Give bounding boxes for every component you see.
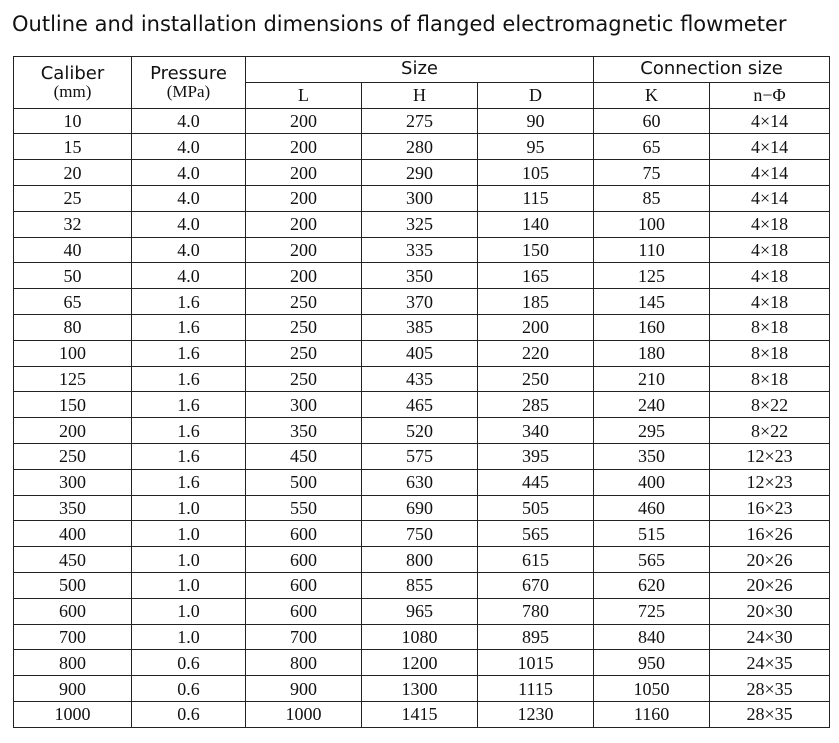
- cell-n-phi: 4×14: [710, 134, 830, 160]
- cell-L: 600: [246, 521, 362, 547]
- cell-pressure: 1.0: [132, 624, 246, 650]
- table-row: [14, 598, 830, 624]
- cell-H: 1415: [362, 701, 478, 727]
- table-row: [14, 237, 830, 263]
- header-pressure-label: Pressure: [150, 63, 227, 85]
- cell-H: 370: [362, 289, 478, 315]
- page-title: Outline and installation dimensions of flanged electromagnetic flowmeter: [12, 12, 787, 36]
- cell-caliber: 400: [14, 521, 132, 547]
- header-L: L: [246, 82, 362, 108]
- cell-caliber: 1000: [14, 701, 132, 727]
- cell-D: 395: [478, 443, 594, 469]
- cell-n-phi: 24×30: [710, 624, 830, 650]
- cell-L: 800: [246, 650, 362, 676]
- cell-D: 95: [478, 134, 594, 160]
- cell-caliber: 900: [14, 676, 132, 702]
- cell-D: 185: [478, 289, 594, 315]
- table-row: [14, 314, 830, 340]
- cell-D: 340: [478, 418, 594, 444]
- cell-K: 725: [594, 598, 710, 624]
- cell-caliber: 150: [14, 392, 132, 418]
- cell-H: 800: [362, 547, 478, 573]
- cell-H: 520: [362, 418, 478, 444]
- table-row: [14, 160, 830, 186]
- cell-caliber: 700: [14, 624, 132, 650]
- cell-H: 335: [362, 237, 478, 263]
- cell-D: 670: [478, 572, 594, 598]
- header-size: Size: [246, 57, 594, 83]
- cell-n-phi: 8×22: [710, 392, 830, 418]
- table-row: [14, 650, 830, 676]
- cell-caliber: 80: [14, 314, 132, 340]
- cell-caliber: 350: [14, 495, 132, 521]
- cell-L: 250: [246, 289, 362, 315]
- table-row: [14, 366, 830, 392]
- cell-caliber: 40: [14, 237, 132, 263]
- cell-pressure: 1.6: [132, 392, 246, 418]
- cell-D: 615: [478, 547, 594, 573]
- cell-L: 700: [246, 624, 362, 650]
- cell-K: 840: [594, 624, 710, 650]
- cell-D: 285: [478, 392, 594, 418]
- cell-n-phi: 28×35: [710, 676, 830, 702]
- table-body: [14, 108, 830, 727]
- cell-caliber: 50: [14, 263, 132, 289]
- table-row: [14, 211, 830, 237]
- cell-K: 460: [594, 495, 710, 521]
- cell-L: 600: [246, 547, 362, 573]
- cell-caliber: 450: [14, 547, 132, 573]
- cell-H: 630: [362, 469, 478, 495]
- cell-K: 145: [594, 289, 710, 315]
- cell-n-phi: 12×23: [710, 469, 830, 495]
- cell-n-phi: 4×18: [710, 211, 830, 237]
- cell-n-phi: 20×26: [710, 547, 830, 573]
- cell-L: 200: [246, 134, 362, 160]
- cell-caliber: 32: [14, 211, 132, 237]
- cell-H: 325: [362, 211, 478, 237]
- table-row: [14, 676, 830, 702]
- cell-n-phi: 4×14: [710, 185, 830, 211]
- cell-K: 950: [594, 650, 710, 676]
- cell-D: 200: [478, 314, 594, 340]
- cell-K: 350: [594, 443, 710, 469]
- cell-pressure: 4.0: [132, 185, 246, 211]
- cell-H: 1200: [362, 650, 478, 676]
- cell-pressure: 1.0: [132, 521, 246, 547]
- cell-L: 500: [246, 469, 362, 495]
- cell-L: 250: [246, 340, 362, 366]
- cell-D: 445: [478, 469, 594, 495]
- cell-pressure: 1.6: [132, 289, 246, 315]
- cell-caliber: 125: [14, 366, 132, 392]
- cell-K: 60: [594, 108, 710, 134]
- cell-H: 855: [362, 572, 478, 598]
- header-caliber: [14, 57, 132, 109]
- cell-caliber: 500: [14, 572, 132, 598]
- cell-L: 200: [246, 108, 362, 134]
- cell-pressure: 4.0: [132, 108, 246, 134]
- cell-pressure: 1.6: [132, 340, 246, 366]
- cell-L: 1000: [246, 701, 362, 727]
- cell-K: 210: [594, 366, 710, 392]
- table-row: [14, 443, 830, 469]
- table-row: [14, 108, 830, 134]
- cell-n-phi: 4×14: [710, 160, 830, 186]
- cell-n-phi: 28×35: [710, 701, 830, 727]
- cell-caliber: 100: [14, 340, 132, 366]
- cell-H: 290: [362, 160, 478, 186]
- cell-pressure: 1.6: [132, 443, 246, 469]
- cell-caliber: 600: [14, 598, 132, 624]
- cell-D: 115: [478, 185, 594, 211]
- cell-L: 550: [246, 495, 362, 521]
- cell-pressure: 0.6: [132, 650, 246, 676]
- cell-D: 565: [478, 521, 594, 547]
- cell-D: 895: [478, 624, 594, 650]
- cell-H: 435: [362, 366, 478, 392]
- cell-K: 565: [594, 547, 710, 573]
- table-row: [14, 521, 830, 547]
- cell-D: 165: [478, 263, 594, 289]
- cell-pressure: 1.6: [132, 418, 246, 444]
- header-pressure-unit: (MPa): [166, 82, 211, 102]
- cell-K: 620: [594, 572, 710, 598]
- cell-D: 505: [478, 495, 594, 521]
- header-caliber-unit: (mm): [53, 82, 92, 102]
- cell-L: 300: [246, 392, 362, 418]
- cell-n-phi: 8×18: [710, 340, 830, 366]
- cell-n-phi: 16×26: [710, 521, 830, 547]
- table-row: [14, 418, 830, 444]
- cell-H: 465: [362, 392, 478, 418]
- cell-L: 900: [246, 676, 362, 702]
- cell-H: 1080: [362, 624, 478, 650]
- cell-K: 100: [594, 211, 710, 237]
- cell-pressure: 1.0: [132, 598, 246, 624]
- cell-K: 1050: [594, 676, 710, 702]
- table-row: [14, 289, 830, 315]
- cell-H: 575: [362, 443, 478, 469]
- header-connection-size: Connection size: [594, 57, 830, 83]
- table-row: [14, 392, 830, 418]
- table-row: [14, 185, 830, 211]
- cell-D: 105: [478, 160, 594, 186]
- cell-K: 85: [594, 185, 710, 211]
- cell-pressure: 4.0: [132, 211, 246, 237]
- cell-pressure: 4.0: [132, 160, 246, 186]
- header-K: K: [594, 82, 710, 108]
- cell-K: 160: [594, 314, 710, 340]
- cell-K: 295: [594, 418, 710, 444]
- cell-caliber: 15: [14, 134, 132, 160]
- cell-pressure: 0.6: [132, 701, 246, 727]
- table-row: [14, 547, 830, 573]
- cell-n-phi: 8×18: [710, 366, 830, 392]
- table-row: [14, 624, 830, 650]
- cell-D: 780: [478, 598, 594, 624]
- cell-K: 75: [594, 160, 710, 186]
- cell-L: 600: [246, 598, 362, 624]
- cell-H: 275: [362, 108, 478, 134]
- cell-caliber: 800: [14, 650, 132, 676]
- cell-L: 200: [246, 237, 362, 263]
- cell-H: 350: [362, 263, 478, 289]
- header-n-phi: n−Φ: [710, 82, 830, 108]
- cell-L: 200: [246, 185, 362, 211]
- cell-K: 65: [594, 134, 710, 160]
- cell-K: 515: [594, 521, 710, 547]
- cell-H: 300: [362, 185, 478, 211]
- cell-K: 1160: [594, 701, 710, 727]
- cell-n-phi: 20×26: [710, 572, 830, 598]
- cell-D: 90: [478, 108, 594, 134]
- cell-caliber: 200: [14, 418, 132, 444]
- cell-H: 750: [362, 521, 478, 547]
- header-caliber-label: Caliber: [40, 63, 105, 85]
- cell-D: 250: [478, 366, 594, 392]
- cell-K: 400: [594, 469, 710, 495]
- cell-K: 125: [594, 263, 710, 289]
- cell-n-phi: 8×22: [710, 418, 830, 444]
- cell-L: 350: [246, 418, 362, 444]
- header-row-top: [14, 57, 830, 83]
- cell-pressure: 1.0: [132, 495, 246, 521]
- cell-L: 250: [246, 314, 362, 340]
- cell-n-phi: 4×14: [710, 108, 830, 134]
- table-row: [14, 572, 830, 598]
- cell-pressure: 1.6: [132, 314, 246, 340]
- cell-pressure: 1.0: [132, 547, 246, 573]
- cell-pressure: 0.6: [132, 676, 246, 702]
- dimensions-table: [13, 56, 830, 728]
- cell-L: 250: [246, 366, 362, 392]
- cell-caliber: 65: [14, 289, 132, 315]
- cell-H: 690: [362, 495, 478, 521]
- cell-H: 1300: [362, 676, 478, 702]
- table-row: [14, 340, 830, 366]
- cell-L: 200: [246, 160, 362, 186]
- cell-H: 965: [362, 598, 478, 624]
- cell-L: 450: [246, 443, 362, 469]
- cell-pressure: 4.0: [132, 263, 246, 289]
- cell-D: 1115: [478, 676, 594, 702]
- cell-pressure: 1.6: [132, 366, 246, 392]
- cell-n-phi: 4×18: [710, 289, 830, 315]
- cell-H: 385: [362, 314, 478, 340]
- cell-n-phi: 8×18: [710, 314, 830, 340]
- cell-D: 140: [478, 211, 594, 237]
- cell-caliber: 250: [14, 443, 132, 469]
- cell-pressure: 4.0: [132, 134, 246, 160]
- cell-pressure: 1.0: [132, 572, 246, 598]
- cell-L: 600: [246, 572, 362, 598]
- header-H: H: [362, 82, 478, 108]
- cell-caliber: 10: [14, 108, 132, 134]
- cell-H: 405: [362, 340, 478, 366]
- cell-D: 1230: [478, 701, 594, 727]
- cell-n-phi: 12×23: [710, 443, 830, 469]
- cell-n-phi: 20×30: [710, 598, 830, 624]
- cell-caliber: 25: [14, 185, 132, 211]
- table-row: [14, 495, 830, 521]
- cell-n-phi: 24×35: [710, 650, 830, 676]
- cell-K: 180: [594, 340, 710, 366]
- cell-caliber: 300: [14, 469, 132, 495]
- cell-caliber: 20: [14, 160, 132, 186]
- table-row: [14, 469, 830, 495]
- cell-D: 150: [478, 237, 594, 263]
- cell-D: 220: [478, 340, 594, 366]
- cell-pressure: 4.0: [132, 237, 246, 263]
- cell-n-phi: 4×18: [710, 237, 830, 263]
- cell-L: 200: [246, 263, 362, 289]
- cell-K: 240: [594, 392, 710, 418]
- cell-D: 1015: [478, 650, 594, 676]
- table-row: [14, 263, 830, 289]
- cell-pressure: 1.6: [132, 469, 246, 495]
- header-pressure: [132, 57, 246, 109]
- header-D: D: [478, 82, 594, 108]
- cell-n-phi: 16×23: [710, 495, 830, 521]
- cell-K: 110: [594, 237, 710, 263]
- table-row: [14, 134, 830, 160]
- cell-L: 200: [246, 211, 362, 237]
- cell-H: 280: [362, 134, 478, 160]
- cell-n-phi: 4×18: [710, 263, 830, 289]
- table-row: [14, 701, 830, 727]
